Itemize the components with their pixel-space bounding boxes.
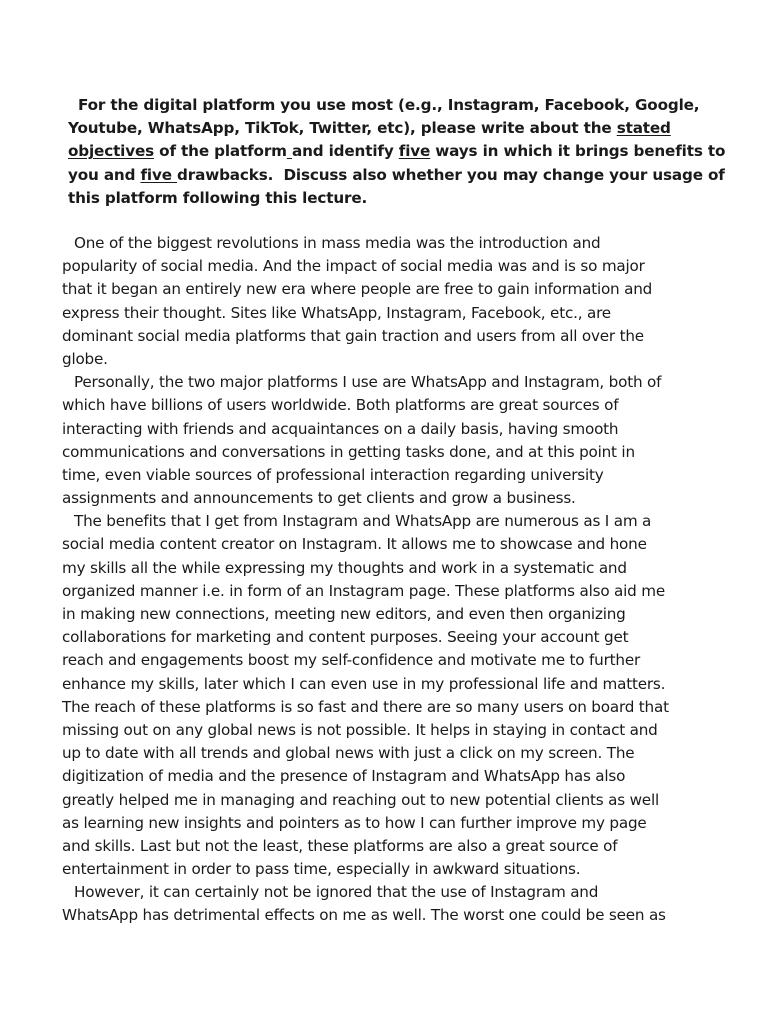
essay-line: up to date with all trends and global news with just a click on my screen. The xyxy=(62,744,635,763)
essay-line: greatly helped me in managing and reaching out to new potential clients as well xyxy=(62,790,659,809)
prompt-underlined-text: stated xyxy=(616,119,671,138)
essay-line: One of the biggest revolutions in mass media was the introduction and xyxy=(74,234,601,252)
essay-line: Personally, the two major platforms I use are WhatsApp and Instagram, both of xyxy=(74,373,662,392)
essay-line: globe. xyxy=(62,349,108,368)
essay-body xyxy=(62,232,722,928)
essay-line: missing out on any global news is not possible. It helps in staying in contact and xyxy=(62,720,658,739)
prompt-text: you and xyxy=(68,165,141,184)
prompt-line xyxy=(68,117,718,140)
essay-line: time, even viable sources of professional interaction regarding university xyxy=(62,465,604,484)
essay-line: assignments and announcements to get clients and grow a business. xyxy=(62,489,576,508)
essay-line: popularity of social media. And the impact of social media was and is so major xyxy=(62,257,645,276)
essay-line: entertainment in order to pass time, especially in awkward situations. xyxy=(62,860,581,879)
prompt-text: this platform following this lecture. xyxy=(68,188,368,207)
essay-line: WhatsApp has detrimental effects on me as well. The worst one could be seen as xyxy=(62,906,666,925)
essay-line: which have billions of users worldwide. Both platforms are great sources of xyxy=(62,396,619,415)
essay-line: that it began an entirely new era where people are free to gain information and xyxy=(62,280,653,299)
essay-line: dominant social media platforms that gain traction and users from all over the xyxy=(62,326,644,345)
prompt-text: Youtube, WhatsApp, TikTok, Twitter, etc), please write about the xyxy=(68,119,617,138)
prompt-underlined-text: objectives xyxy=(68,142,155,161)
essay-line: The reach of these platforms is so fast and there are so many users on board that xyxy=(62,697,669,716)
prompt-text: drawbacks. Discuss also whether you may change your usage of xyxy=(177,165,725,184)
essay-line: express their thought. Sites like WhatsApp, Instagram, Facebook, etc., are xyxy=(62,303,611,322)
essay-line: enhance my skills, later which I can even use in my professional life and matters. xyxy=(62,674,666,693)
prompt-text: of the platform xyxy=(154,142,287,161)
essay-line: in making new connections, meeting new editors, and even then organizing xyxy=(62,605,626,623)
essay-line: my skills all the while expressing my thoughts and work in a systematic and xyxy=(62,558,627,577)
essay-line: and skills. Last but not the least, these platforms are also a great source of xyxy=(62,836,618,855)
prompt-text: ways in which it brings benefits to xyxy=(430,142,726,161)
essay-line: organized manner i.e. in form of an Instagram page. These platforms also aid me xyxy=(62,581,665,600)
essay-line: collaborations for marketing and content purposes. Seeing your account get xyxy=(62,628,629,647)
prompt-underlined-text: five xyxy=(398,142,431,161)
prompt-line xyxy=(68,164,725,187)
essay-line: digitization of media and the presence of Instagram and WhatsApp has also xyxy=(62,767,626,786)
prompt-line xyxy=(68,187,718,210)
prompt-text: For the digital platform you use most (e.g., Instagram, Facebook, Google, xyxy=(78,96,700,114)
prompt-line xyxy=(68,94,718,117)
prompt-underlined-text: five xyxy=(140,165,178,184)
essay-line: interacting with friends and acquaintances on a daily basis, having smooth xyxy=(62,419,619,438)
essay-line: However, it can certainly not be ignored that the use of Instagram and xyxy=(74,883,599,902)
essay-line: reach and engagements boost my self-confidence and motivate me to further xyxy=(62,651,641,670)
essay-line: social media content creator on Instagram. It allows me to showcase and hone xyxy=(62,535,647,554)
essay-line: The benefits that I get from Instagram and WhatsApp are numerous as I am a xyxy=(74,512,652,531)
prompt-line xyxy=(68,140,726,163)
essay-line: as learning new insights and pointers as to how I can further improve my page xyxy=(62,813,647,832)
assignment-prompt xyxy=(68,94,726,210)
essay-line: communications and conversations in getting tasks done, and at this point in xyxy=(62,442,635,461)
prompt-text: and identify xyxy=(292,142,399,161)
